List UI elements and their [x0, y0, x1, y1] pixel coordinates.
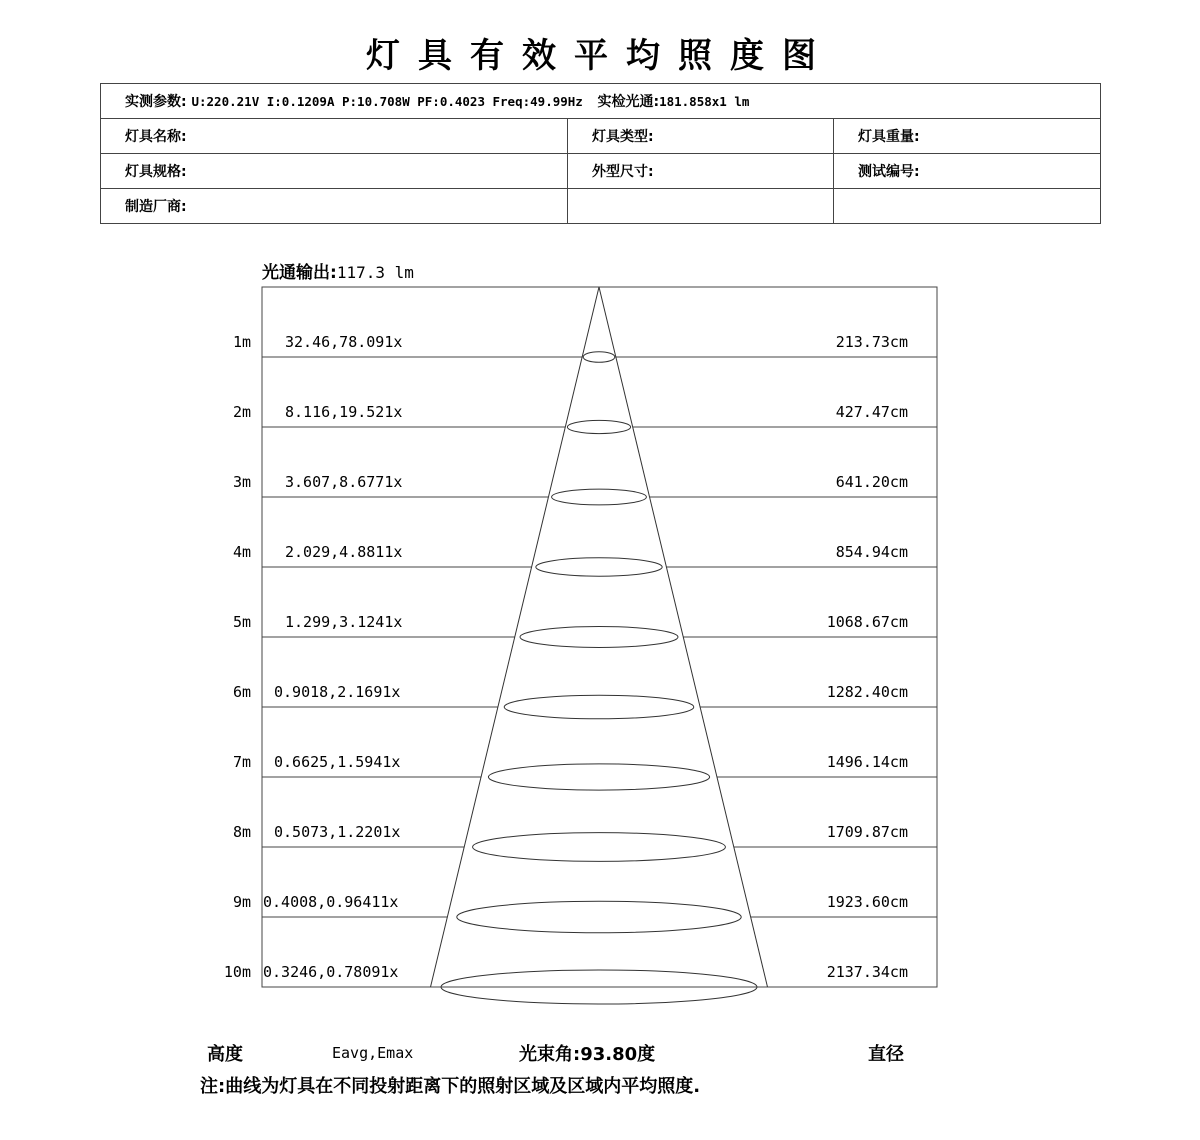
lamp-type-cell: 灯具类型:	[568, 119, 834, 154]
lamp-weight-cell: 灯具重量:	[834, 119, 1101, 154]
height-tick-label: 10m	[223, 963, 251, 981]
beam-ellipse	[567, 420, 630, 433]
diameter-value-label: 641.20cm	[835, 473, 908, 491]
illuminance-label: 0.9018,2.1691x	[274, 683, 401, 701]
illuminance-label: 2.029,4.8811x	[285, 543, 403, 561]
flux-label: 实检光通:	[597, 94, 660, 110]
diameter-value-label: 213.73cm	[835, 333, 908, 351]
flux-value: 181.858x1 lm	[659, 94, 750, 109]
page-title: 灯具有效平均照度图	[366, 36, 834, 76]
height-tick-label: 2m	[232, 403, 251, 421]
eavg-emax-label: Eavg,Emax	[332, 1044, 414, 1062]
illuminance-label: 0.4008,0.96411x	[263, 893, 399, 911]
height-tick-label: 1m	[232, 333, 251, 351]
output-flux-label: 光通输出:	[262, 263, 337, 283]
beam-angle-label: 光束角:93.80度	[519, 1044, 656, 1065]
illuminance-label: 0.6625,1.5941x	[274, 753, 401, 771]
beam-ellipse	[536, 558, 662, 576]
beam-ellipse	[488, 764, 709, 790]
diameter-value-label: 1282.40cm	[826, 683, 908, 701]
height-tick-label: 8m	[232, 823, 251, 841]
height-tick-label: 9m	[232, 893, 251, 911]
height-tick-label: 4m	[232, 543, 251, 561]
diameter-value-label: 854.94cm	[835, 543, 908, 561]
beam-ellipse	[473, 833, 726, 862]
lamp-spec-cell: 灯具规格:	[101, 154, 568, 189]
illuminance-label: 1.299,3.1241x	[285, 613, 403, 631]
footnote: 注:曲线为灯具在不同投射距离下的照射区域及区域内平均照度.	[200, 1076, 701, 1097]
diameter-value-label: 427.47cm	[835, 403, 908, 421]
height-tick-label: 5m	[232, 613, 251, 631]
height-tick-label: 7m	[232, 753, 251, 771]
illuminance-label: 0.3246,0.78091x	[263, 963, 399, 981]
beam-ellipse	[552, 489, 647, 505]
illuminance-label: 8.116,19.521x	[285, 403, 403, 421]
output-flux-value: 117.3 lm	[336, 263, 414, 282]
diameter-value-label: 2137.34cm	[826, 963, 908, 981]
illuminance-label: 32.46,78.091x	[285, 333, 403, 351]
measured-values: U:220.21V I:0.1209A P:10.708W PF:0.4023 Freq:49.99Hz	[191, 94, 583, 109]
diameter-value-label: 1496.14cm	[826, 753, 908, 771]
measured-label: 实测参数:	[125, 94, 187, 110]
manufacturer-cell: 制造厂商:	[101, 189, 568, 224]
height-tick-label: 6m	[232, 683, 251, 701]
diameter-label: 直径	[868, 1044, 904, 1065]
diameter-value-label: 1923.60cm	[826, 893, 908, 911]
illuminance-label: 0.5073,1.2201x	[274, 823, 401, 841]
beam-ellipse	[504, 695, 694, 719]
height-label: 高度	[207, 1044, 243, 1065]
test-no-cell: 测试编号:	[834, 154, 1101, 189]
illuminance-label: 3.607,8.6771x	[285, 473, 403, 491]
lamp-name-cell: 灯具名称:	[101, 119, 568, 154]
beam-ellipse	[457, 901, 741, 932]
diameter-value-label: 1068.67cm	[826, 613, 908, 631]
diameter-value-label: 1709.87cm	[826, 823, 908, 841]
beam-ellipse	[520, 627, 678, 648]
height-tick-label: 3m	[232, 473, 251, 491]
outline-size-cell: 外型尺寸:	[568, 154, 834, 189]
beam-ellipse	[583, 352, 615, 363]
